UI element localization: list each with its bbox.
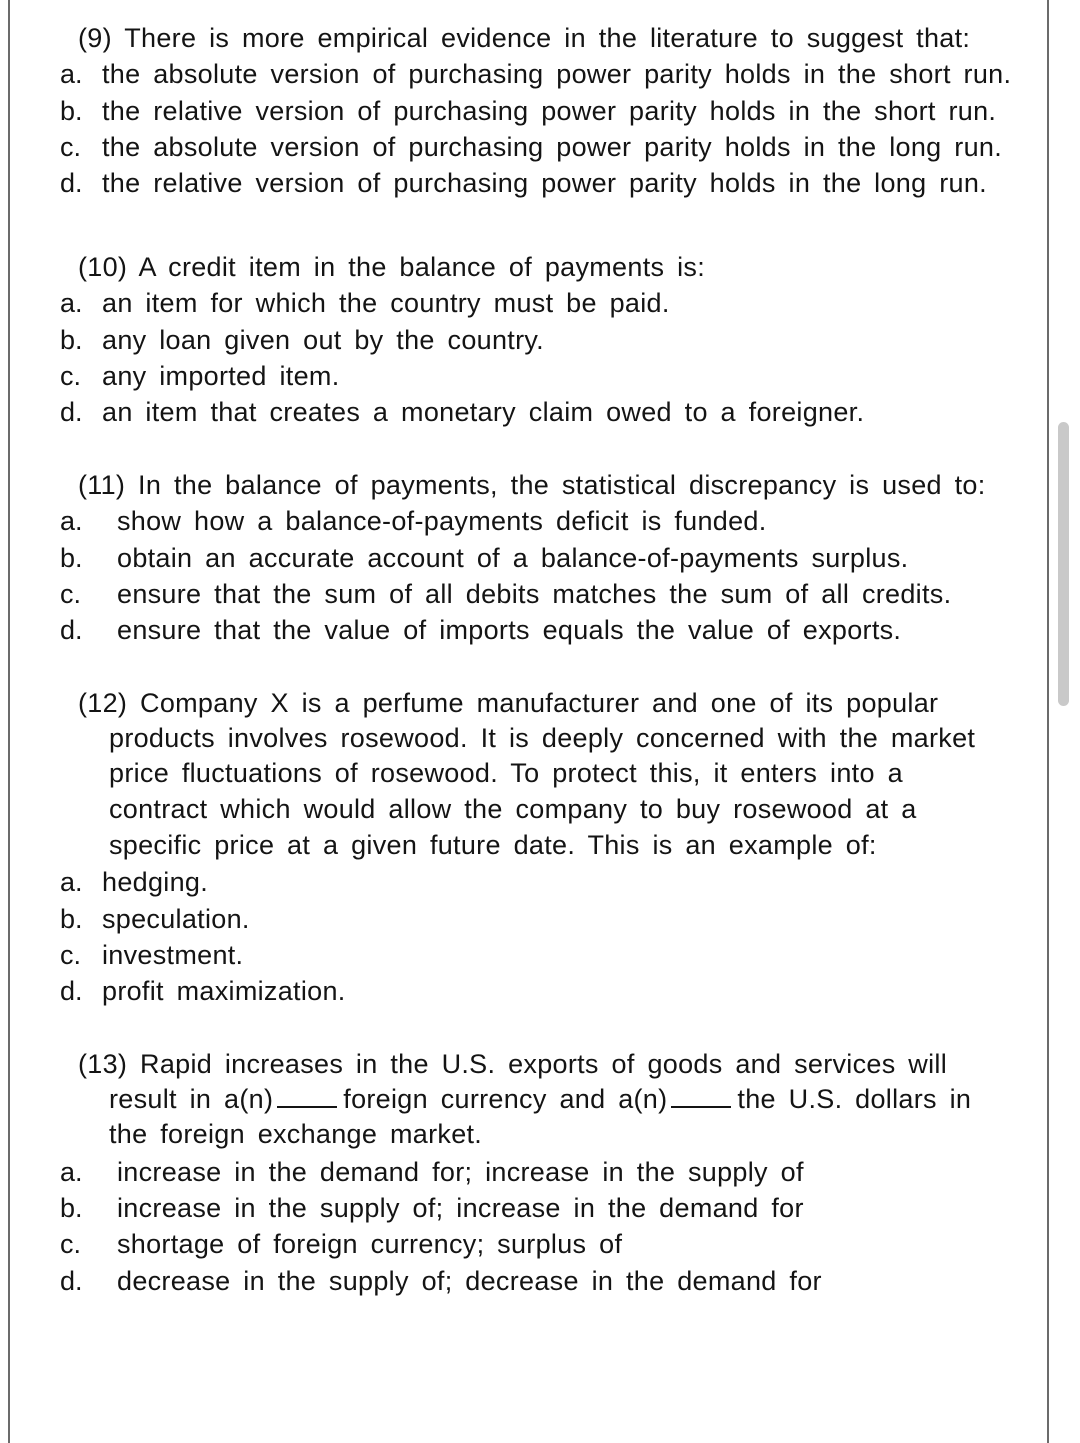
option-letter: d. [60, 615, 83, 645]
option-letter: a. [60, 288, 83, 318]
option-b-text: any loan given out by the country. [102, 325, 544, 355]
question-stem [78, 687, 938, 719]
option-letter: b. [60, 904, 83, 934]
fill-in-blank-1 [277, 1084, 337, 1108]
option-b-text: obtain an accurate account of a balance-of-payments surplus. [117, 543, 909, 573]
question-text: In the balance of payments, the statistical discrepancy is used to: [138, 470, 986, 500]
option-letter: b. [60, 96, 83, 126]
question-number: (10) [78, 252, 128, 282]
option-letter: c. [60, 1229, 82, 1259]
option-d-text: ensure that the value of imports equals the value of exports. [117, 615, 902, 645]
option-letter: d. [60, 976, 83, 1006]
stem-fragment: result in a(n) [109, 1084, 274, 1114]
option-letter: a. [60, 867, 83, 897]
question-text-line: products involves rosewood. It is deeply concerned with the market [109, 723, 976, 753]
option-letter: b. [60, 325, 83, 355]
option-a-text: increase in the demand for; increase in the supply of [117, 1157, 804, 1187]
fill-in-blank-2 [671, 1084, 731, 1108]
stem-fragment: the U.S. dollars in [737, 1084, 972, 1114]
option-letter: d. [60, 168, 83, 198]
option-a-text: show how a balance-of-payments deficit is funded. [117, 506, 767, 536]
option-d-text: an item that creates a monetary claim owed to a foreigner. [102, 397, 865, 427]
question-stem [78, 469, 986, 501]
question-text: Company X is a perfume manufacturer and one of its popular [140, 688, 939, 718]
option-d-text: profit maximization. [102, 976, 346, 1006]
option-letter: c. [60, 361, 82, 391]
option-a-text: the absolute version of purchasing power parity holds in the short run. [102, 59, 1012, 89]
question-text-line: price fluctuations of rosewood. To protect this, it enters into a [109, 758, 903, 788]
vertical-scrollbar[interactable] [1058, 422, 1069, 706]
option-c-text: shortage of foreign currency; surplus of [117, 1229, 623, 1259]
option-d-text: decrease in the supply of; decrease in the demand for [117, 1266, 822, 1296]
option-c-text: the absolute version of purchasing power parity holds in the long run. [102, 132, 1003, 162]
option-letter: d. [60, 1266, 83, 1296]
question-text: There is more empirical evidence in the literature to suggest that: [124, 23, 971, 53]
option-letter: a. [60, 1157, 83, 1187]
option-c-text: ensure that the sum of all debits matches the sum of all credits. [117, 579, 952, 609]
option-letter: a. [60, 506, 83, 536]
option-b-text: the relative version of purchasing power parity holds in the short run. [102, 96, 997, 126]
question-text: A credit item in the balance of payments is: [138, 252, 705, 282]
option-letter: c. [60, 940, 82, 970]
question-text-line: specific price at a given future date. This is an example of: [109, 830, 877, 860]
option-letter: b. [60, 1193, 83, 1223]
question-number: (13) [78, 1049, 128, 1079]
question-text-line [109, 1083, 971, 1115]
question-stem [78, 22, 970, 54]
option-letter: c. [60, 579, 82, 609]
question-text-line: contract which would allow the company to buy rosewood at a [109, 794, 917, 824]
option-letter: b. [60, 543, 83, 573]
option-a-text: hedging. [102, 867, 208, 897]
option-c-text: any imported item. [102, 361, 340, 391]
question-text-line: the foreign exchange market. [109, 1119, 483, 1149]
option-a-text: an item for which the country must be paid. [102, 288, 670, 318]
question-number: (12) [78, 688, 128, 718]
option-d-text: the relative version of purchasing power parity holds in the long run. [102, 168, 987, 198]
question-stem [78, 1048, 947, 1080]
stem-fragment: foreign currency and a(n) [343, 1084, 668, 1114]
option-letter: a. [60, 59, 83, 89]
question-number: (9) [78, 23, 112, 53]
option-b-text: increase in the supply of; increase in the demand for [117, 1193, 804, 1223]
question-number: (11) [78, 470, 126, 500]
option-letter: d. [60, 397, 83, 427]
option-b-text: speculation. [102, 904, 250, 934]
option-letter: c. [60, 132, 82, 162]
question-text: Rapid increases in the U.S. exports of goods and services will [140, 1049, 947, 1079]
question-stem [78, 251, 705, 283]
option-c-text: investment. [102, 940, 244, 970]
